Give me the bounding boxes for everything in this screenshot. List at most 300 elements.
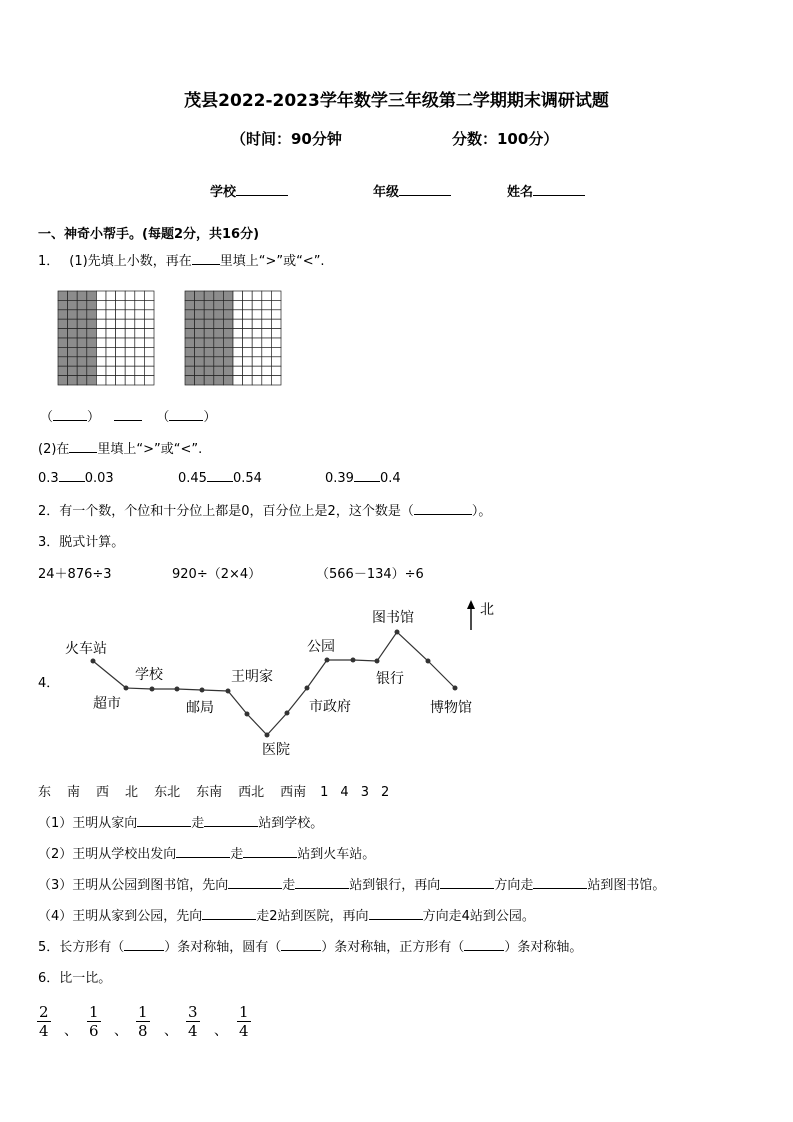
q6-title: 6．比一比。 — [38, 971, 112, 986]
grid-cell — [243, 310, 253, 319]
grid-cell — [58, 376, 68, 385]
grid-cell — [144, 338, 154, 347]
grid-cell — [87, 319, 97, 328]
word-bank-item: 东北 — [154, 785, 181, 800]
grid-cell — [125, 366, 135, 375]
cmp-right: 0.54 — [232, 471, 262, 486]
grid-cell — [195, 357, 205, 366]
grid-cell — [135, 310, 145, 319]
word-bank-item: 东 — [38, 785, 52, 800]
grid-cell — [68, 376, 78, 385]
grid-cell — [125, 347, 135, 356]
q4-blank[interactable] — [204, 814, 258, 827]
school-label: 学校 — [210, 185, 237, 200]
paren-close: ） — [203, 410, 217, 425]
compare-blank[interactable] — [114, 408, 142, 421]
grid-cell — [135, 319, 145, 328]
grid-cell — [144, 329, 154, 338]
q4-blank[interactable] — [533, 876, 587, 889]
grid-cell — [125, 291, 135, 300]
q4-text: （2）王明从学校出发向 — [38, 847, 177, 862]
grid-cell — [125, 310, 135, 319]
grid-cell — [271, 357, 281, 366]
grid-cell — [68, 338, 78, 347]
grid-cell — [185, 310, 195, 319]
label-school: 学校 — [135, 667, 163, 683]
grid-cell — [214, 291, 224, 300]
q4-text: （1）王明从家向 — [38, 816, 138, 831]
label-north: 北 — [480, 602, 494, 618]
grid-cell — [68, 357, 78, 366]
grid-cell — [106, 319, 116, 328]
word-bank-item: 西 — [96, 785, 110, 800]
grid-cell — [185, 319, 195, 328]
label-station: 火车站 — [65, 641, 107, 657]
grid-cell — [116, 376, 126, 385]
school-blank[interactable] — [236, 183, 288, 196]
q4-text: 方向走 — [494, 878, 534, 893]
grid-cell — [271, 319, 281, 328]
grid-cell — [68, 291, 78, 300]
grid-cell — [185, 329, 195, 338]
q1-part2-a: (2)在 — [38, 442, 70, 457]
paren-open: （ — [156, 410, 170, 425]
grid-cell — [87, 291, 97, 300]
grid-cell — [262, 300, 272, 309]
grid-cell — [233, 376, 243, 385]
grid-cell — [116, 300, 126, 309]
grid-cell — [204, 366, 214, 375]
word-bank-item: 3 — [360, 785, 369, 800]
fraction — [37, 1003, 51, 1040]
grid-cell — [214, 357, 224, 366]
grid-cell — [144, 300, 154, 309]
q5 — [38, 936, 582, 955]
grid-cell — [125, 338, 135, 347]
q4-blank[interactable] — [369, 907, 423, 920]
grid-cell — [135, 357, 145, 366]
grid-cell — [125, 329, 135, 338]
numerator: 3 — [188, 1003, 198, 1021]
cmp-blank[interactable] — [59, 469, 85, 482]
grid-cell — [271, 300, 281, 309]
grid-cell — [68, 310, 78, 319]
grid-cell — [125, 319, 135, 328]
grid-cell — [87, 366, 97, 375]
grid-cell — [223, 357, 233, 366]
grid-cell — [58, 357, 68, 366]
grid-cell — [87, 376, 97, 385]
grid-cell — [185, 366, 195, 375]
grid-cell — [262, 319, 272, 328]
numerator: 2 — [39, 1003, 49, 1021]
grid-cell — [116, 319, 126, 328]
label-museum: 博物馆 — [430, 700, 472, 716]
grid-cell — [58, 366, 68, 375]
fraction — [186, 1003, 200, 1040]
grid-cell — [271, 376, 281, 385]
grade-blank[interactable] — [399, 183, 451, 196]
grid-cell — [204, 300, 214, 309]
compare-item — [178, 469, 262, 486]
q4-blank[interactable] — [137, 814, 191, 827]
page-title: 茂县2022-2023学年数学三年级第二学期期末调研试题 — [184, 91, 609, 111]
grid-cell — [262, 347, 272, 356]
numerator: 1 — [89, 1003, 99, 1021]
grid-cell — [96, 338, 106, 347]
word-bank-item: 西北 — [238, 785, 265, 800]
decimal-blank-2[interactable] — [169, 408, 203, 421]
grid-cell — [243, 300, 253, 309]
grid-cell — [204, 329, 214, 338]
grid-cell — [243, 291, 253, 300]
name-label: 姓名 — [507, 185, 534, 200]
grid-cell — [185, 291, 195, 300]
grid-cell — [77, 300, 87, 309]
q4-item-3 — [38, 874, 665, 893]
word-bank-item: 1 — [320, 785, 329, 800]
grid-cell — [125, 376, 135, 385]
exam-time: （时间：90分钟 — [231, 130, 342, 148]
grid-cell — [87, 329, 97, 338]
grid-cell — [96, 376, 106, 385]
q2-blank[interactable] — [414, 502, 472, 515]
cmp-left: 0.45 — [178, 471, 207, 486]
grid-cell — [77, 338, 87, 347]
denominator: 4 — [39, 1022, 49, 1040]
north-arrow-icon — [467, 600, 475, 630]
grid-cell — [195, 366, 205, 375]
grid-cell — [77, 310, 87, 319]
q4-blank[interactable] — [295, 876, 349, 889]
label-govt: 市政府 — [309, 699, 351, 715]
grid-cell — [214, 300, 224, 309]
grid-cell — [135, 338, 145, 347]
grid-cell — [144, 310, 154, 319]
grid-cell — [214, 366, 224, 375]
grid-cell — [116, 347, 126, 356]
word-bank-item: 北 — [125, 785, 139, 800]
q4-text: 走2站到医院，再向 — [256, 909, 369, 924]
q4-text: 站到图书馆。 — [587, 878, 666, 893]
denominator: 4 — [239, 1022, 249, 1040]
grid-cell — [96, 347, 106, 356]
grid-cell — [77, 347, 87, 356]
grid-cell — [77, 329, 87, 338]
q5-text: ）条对称轴。 — [504, 940, 583, 955]
label-park: 公园 — [307, 639, 335, 655]
q4-blank[interactable] — [202, 907, 256, 920]
q1-number: 1． — [38, 254, 60, 269]
grid-cell — [252, 319, 262, 328]
grid-cell — [262, 329, 272, 338]
grid-cell — [214, 376, 224, 385]
grid-cell — [271, 338, 281, 347]
grid-cell — [204, 338, 214, 347]
grid-cell — [252, 376, 262, 385]
grid-cell — [87, 310, 97, 319]
grid-cell — [116, 310, 126, 319]
grid-cell — [77, 366, 87, 375]
grid-cell — [223, 329, 233, 338]
grid-cell — [262, 366, 272, 375]
grid-cell — [116, 329, 126, 338]
grid-cell — [144, 319, 154, 328]
numerator: 1 — [138, 1003, 148, 1021]
grid-cell — [87, 300, 97, 309]
q3-expr-1: 24＋876÷3 — [38, 567, 112, 582]
label-bank: 银行 — [376, 671, 404, 687]
grid-cell — [185, 338, 195, 347]
grid-cell — [116, 357, 126, 366]
grid-cell — [252, 329, 262, 338]
grid-cell — [195, 338, 205, 347]
grid-cell — [223, 376, 233, 385]
grid-cell — [271, 347, 281, 356]
grid-cell — [58, 300, 68, 309]
fraction — [87, 1003, 101, 1040]
cmp-blank[interactable] — [354, 469, 380, 482]
grid-cell — [96, 366, 106, 375]
grid-cell — [223, 300, 233, 309]
grid-cell — [195, 291, 205, 300]
exam-score: 分数：100分） — [452, 130, 559, 148]
paren-open: （ — [40, 410, 54, 425]
grid-cell — [243, 366, 253, 375]
grid-cell — [106, 366, 116, 375]
grid-cell — [195, 319, 205, 328]
grid-cell — [185, 347, 195, 356]
grid-cell — [223, 310, 233, 319]
grid-cell — [233, 291, 243, 300]
grid-cell — [144, 291, 154, 300]
cmp-right: 0.03 — [84, 471, 114, 486]
q1-part2-blank[interactable] — [69, 440, 97, 453]
grid-cell — [195, 300, 205, 309]
grid-cell — [77, 357, 87, 366]
fraction — [237, 1003, 251, 1040]
grid-cell — [68, 300, 78, 309]
grid-cell — [233, 310, 243, 319]
q4-blank[interactable] — [228, 876, 282, 889]
denominator: 6 — [89, 1022, 99, 1040]
grid-cell — [214, 329, 224, 338]
q1-symbol-blank[interactable] — [192, 252, 220, 265]
grid-cell — [262, 376, 272, 385]
separator: 、 — [214, 1023, 228, 1039]
q4-number: 4． — [38, 676, 60, 691]
grid-cell — [116, 366, 126, 375]
word-bank-item: 4 — [340, 785, 349, 800]
grid-cell — [185, 300, 195, 309]
grid-cell — [271, 366, 281, 375]
grid-cell — [106, 310, 116, 319]
grid-cell — [106, 329, 116, 338]
grid-cell — [106, 357, 116, 366]
q4-text: 站到学校。 — [258, 816, 324, 831]
grid-cell — [144, 366, 154, 375]
paren-close: ） — [87, 410, 101, 425]
grid-cell — [185, 357, 195, 366]
grid-cell — [144, 376, 154, 385]
grid-cell — [252, 300, 262, 309]
q4-blank[interactable] — [440, 876, 494, 889]
school-field — [210, 181, 288, 200]
q5-text: ）条对称轴，圆有（ — [164, 940, 282, 955]
grid-cell — [106, 376, 116, 385]
grid-cell — [214, 319, 224, 328]
grade-label: 年级 — [373, 185, 400, 200]
decimal-grid-1 — [57, 290, 157, 386]
name-blank[interactable] — [533, 183, 585, 196]
section-heading: 一、神奇小帮手。(每题2分，共16分) — [38, 227, 260, 242]
separator: 、 — [114, 1023, 128, 1039]
grid-cell — [252, 338, 262, 347]
compare-item — [38, 469, 114, 486]
grid-cell — [68, 319, 78, 328]
grid-cell — [125, 300, 135, 309]
grid-cell — [135, 291, 145, 300]
grid-cell — [243, 319, 253, 328]
grid-cell — [125, 357, 135, 366]
q4-text: （4）王明从家到公园，先向 — [38, 909, 203, 924]
decimal-blank-1[interactable] — [53, 408, 87, 421]
grid-cell — [233, 357, 243, 366]
grid-cell — [223, 347, 233, 356]
grid-cell — [262, 310, 272, 319]
grid-cell — [106, 347, 116, 356]
fraction — [136, 1003, 150, 1040]
label-post: 邮局 — [186, 700, 214, 716]
grid-cell — [77, 319, 87, 328]
grid-cell — [144, 357, 154, 366]
grid-cell — [96, 357, 106, 366]
grid-cell — [106, 338, 116, 347]
grid-cell — [116, 291, 126, 300]
grid-cell — [96, 329, 106, 338]
label-hospital: 医院 — [262, 742, 290, 758]
word-bank-item: 南 — [67, 785, 81, 800]
grid-cell — [252, 366, 262, 375]
q4-text: 走 — [230, 847, 244, 862]
separator: 、 — [64, 1023, 78, 1039]
q3-title: 3．脱式计算。 — [38, 535, 125, 550]
grid-cell — [58, 310, 68, 319]
grid-cell — [58, 329, 68, 338]
compare-item — [325, 469, 401, 486]
grid-cell — [252, 357, 262, 366]
grid-cell — [96, 291, 106, 300]
grid-cell — [214, 338, 224, 347]
q2-text: 2．有一个数，个位和十分位上都是0，百分位上是2，这个数是（ — [38, 504, 414, 519]
grid-cell — [77, 376, 87, 385]
grid-cell — [204, 319, 214, 328]
word-bank-item: 2 — [380, 785, 390, 800]
grid-cell — [223, 291, 233, 300]
grid-cell — [243, 376, 253, 385]
grid-cell — [223, 338, 233, 347]
decimal-grid-2 — [184, 290, 284, 386]
q1-part2-b: 里填上“>”或“<”. — [97, 442, 203, 457]
label-library: 图书馆 — [372, 610, 414, 626]
q2 — [38, 500, 491, 519]
grid-cell — [252, 291, 262, 300]
q4-blank[interactable] — [243, 845, 297, 858]
q5-text: 5．长方形有（ — [38, 940, 125, 955]
grid-cell — [135, 366, 145, 375]
q1-intro-b: 里填上“>”或“<”. — [219, 254, 325, 269]
grid-cell — [243, 338, 253, 347]
q5-blank[interactable] — [281, 938, 321, 951]
grid-cell — [271, 329, 281, 338]
grid-cell — [271, 310, 281, 319]
grid-cell — [233, 338, 243, 347]
grid-cell — [96, 300, 106, 309]
q5-blank[interactable] — [124, 938, 164, 951]
grid-cell — [106, 291, 116, 300]
grid-cell — [204, 357, 214, 366]
grid-cell — [135, 329, 145, 338]
grid-cell — [116, 338, 126, 347]
grid-cell — [68, 347, 78, 356]
q5-text: ）条对称轴，正方形有（ — [321, 940, 465, 955]
denominator: 4 — [188, 1022, 198, 1040]
grid-cell — [262, 357, 272, 366]
q1-intro — [38, 250, 325, 269]
grid-cell — [77, 291, 87, 300]
grid-cell — [262, 291, 272, 300]
q4-text: （3）王明从公园到图书馆，先向 — [38, 878, 229, 893]
grid-cell — [106, 300, 116, 309]
cmp-blank[interactable] — [207, 469, 233, 482]
grid-cell — [195, 329, 205, 338]
grid-cell — [214, 347, 224, 356]
grid-cell — [204, 310, 214, 319]
word-bank-item: 西南 — [280, 785, 307, 800]
separator: 、 — [164, 1023, 178, 1039]
grid-cell — [233, 366, 243, 375]
grid-cell — [271, 291, 281, 300]
cmp-right: 0.4 — [379, 471, 401, 486]
route-map — [60, 595, 500, 765]
grid-cell — [204, 376, 214, 385]
q2-end: ）。 — [471, 504, 492, 519]
cmp-left: 0.3 — [38, 471, 59, 486]
grid-cell — [252, 347, 262, 356]
q3-expr-2: 920÷（2×4） — [172, 567, 262, 582]
grid-cell — [185, 376, 195, 385]
word-bank — [38, 781, 389, 800]
name-field — [507, 181, 585, 200]
grid-cell — [58, 347, 68, 356]
q4-text: 站到银行，再向 — [349, 878, 441, 893]
grid-cell — [252, 310, 262, 319]
grid-cell — [195, 376, 205, 385]
grid-cell — [233, 319, 243, 328]
grid-cell — [87, 338, 97, 347]
grid-cell — [243, 347, 253, 356]
grid-cell — [233, 347, 243, 356]
q3-expr-3: （566－134）÷6 — [316, 567, 424, 582]
q4-blank[interactable] — [176, 845, 230, 858]
cmp-left: 0.39 — [325, 471, 354, 486]
q5-blank[interactable] — [464, 938, 504, 951]
grid-cell — [58, 338, 68, 347]
word-bank-item: 东南 — [196, 785, 223, 800]
numerator: 1 — [239, 1003, 249, 1021]
q1-part2 — [38, 438, 202, 457]
q4-text: 站到火车站。 — [297, 847, 376, 862]
